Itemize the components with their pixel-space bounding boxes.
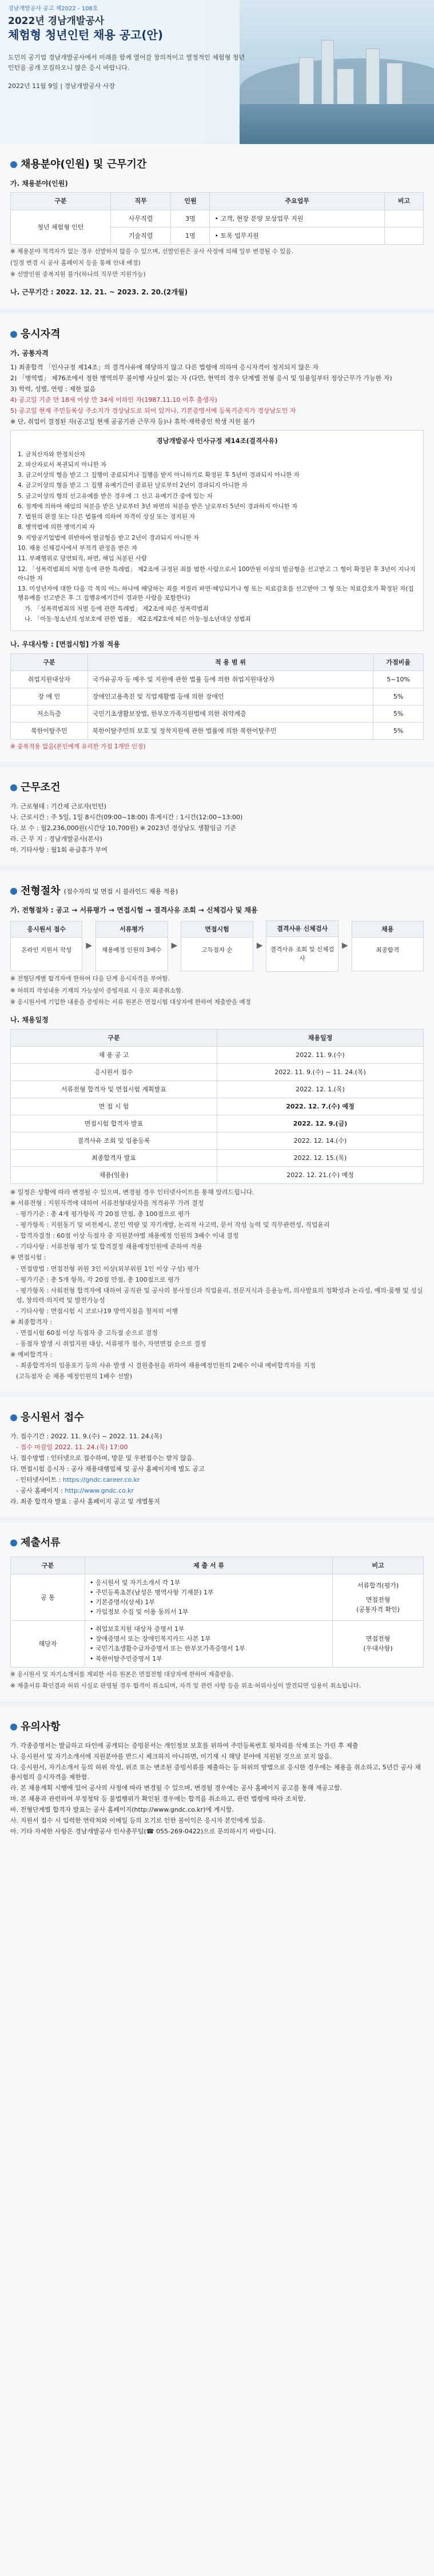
intro-text: 도민의 공기업 경남개발공사에서 미래를 함께 열어갈 창의적이고 열정적인 체험형 청년인턴을 공개 모집하오니 많은 응시 바랍니다. <box>8 54 245 71</box>
recruitment-table: 구분 직무 인원 주요업무 비고 청년 체험형 인턴 사무직렬 3명 • 고객, 현장 분양 보상업무 지원 기술직렬 1명 • 토목 업무지원 <box>10 192 424 244</box>
section-title: 응시자격 <box>10 326 424 342</box>
page-title-line1: 2022년 경남개발공사 <box>8 15 105 27</box>
bullet-icon <box>10 161 17 168</box>
hero-building <box>321 40 334 109</box>
hero-building <box>387 63 403 109</box>
section-process: 전형절차 (접수자의 및 면접 시 블라인드 채용 적용) 가. 전형절차 : 공고 → 서류평가 → 면접시험 → 결격사유 조회 → 신체검사 및 채용 응시원서 접수 온라인 지원서 작성 ▶ 서류평가 채용예정 인원의 3배수 ▶ 면접시험 고득점자 순 ▶ 결격사유 신체검사 결격사유 조회 및 신체검사 ▶ 채용 최종합격 ※ 전형단계별 합격자에 한하여 다음 단계 응시자격을 부여함. ※ 허위의 작성내용 기재의 가능성이 증빙자료 시 응모 최종취소함. ※ 응시원서에 기입한 내용을 증빙하는 서류 원본은 면접시험 대상자에 한하여 제출받을 예정 나. 채용일정 구분 채용일정 채 용 공 고 2022. 11. 9.(수) 응시원서 접수 2022. 11. 9.(수) ~ 11. 24.(목) 서류전형 합격자 및 면접시험 계획발표 2022. 12. 1.(목) 면 접 시 험 2022. 12. 7.(수) 예정 면접시험 합격자 발표 2022. 12. 9.(금) 결격사유 조회 및 임용등록 2022. 12. 14.(수) 최종합격자 발표 2022. 12. 15.(목) 채용(임용) 2022. 12. 21.(수) 예정 ※ 일정은 상황에 따라 변경될 수 있으며, 변경될 경우 인터넷사이트를 통해 알려드립니다. ※ 서류전형 : 지원자격에 대하여 서류전형대상자를 적격유무 가려 결정 - 평가기준 : 총 4개 평가항목 각 20점 만점, 총 100점으로 평가 - 평가항목 : 지원동기 및 비전제시, 본인 역량 및 자기개발, 논리적 사고력, 문서 작성 능력 및 직무관련성, 직업윤리 - 합격자결정 : 60점 이상 득점자 중 지원분야별 채용예정 인원의 3배수 이내 결정 - 기타사항 : 서류전형 평가 및 합격결정 채용예정인원에 준하여 적용 ※ 면접시험 : - 면접방법 : 면접전형 위원 3인 이상(외부위원 1인 이상 구성) 평가 - 평가기준 : 총 5개 항목, 각 20점 만점, 총 100점으로 평가 - 평가항목 : 사회전형 합격자에 대하여 공직관 및 공사의 봉사정신과 직업윤리, 전문지식과 응용능력, 의사발표의 정확성과 논리성, 예의·품행 및 성실성, 창의력·의지력 및 발전가능성 - 기타사항 : 면접시험 시 코로나19 방역지침을 철저히 이행 ※ 최종합격자 : - 면접시험 60점 이상 득점자 중 고득점 순으로 결정 - 동점자 발생 시 취업지원 대상, 서류평가 점수, 자연면접 순으로 결정 ※ 예비합격자 : - 최종합격자의 임용포기 등의 사유 발생 시 결원충원을 위하여 채용예정인원의 2배수 이내 예비합격자를 지정 (고득점자 순 채용 예정인원의 1배수 선발) <box>0 883 434 1381</box>
section-qualification: 응시자격 가. 공통자격 1) 최종합격 「인사규정 제14조」의 결격사유에 해당하지 않고 다른 법령에 의하여 응시자격이 정지되지 않은 자 2) 「병역법」 제76조에서 정한 병역의무 불이행 사실이 없는 자 (다만, 현역의 경우 단계별 전형 응시 및 임용일부터 정상근무가 가능한 자) 3) 학력, 성별, 연령 : 제한 없음 4) 공고일 기준 만 18세 이상 만 34세 이하인 자(1987.11.10 이후 출생자) 5) 공고일 현재 주민등록상 주소지가 경상남도로 되어 있거나, 기본증명서에 등록기준지가 경상남도인 자 ※ 단, 취업이 결정된 자(공고일 현재 공공기관 근무자 등)나 휴학·재학중인 학생 지원 불가 경남개발공사 인사규정 제14조(결격사유) 1. 금치산자와 한정치산자 2. 파산자로서 복권되지 아니한 자 3. 금고이상의 형을 받고 그 집행이 종료되거나 집행을 받지 아니하기로 확정된 후 5년이 경과되지 아니한 자 4. 금고이상의 형을 받고 그 집행 유예기간이 종료된 날로부터 2년이 경과되지 아니한 자 5. 금고이상의 형의 선고유예를 받은 경우에 그 선고 유예기간 중에 있는 자 6. 징계에 의하여 해임의 처분을 받은 날로부터 3년 파면의 처분을 받은 날로부터 5년이 경과하지 아니한 자 7. 법원의 판결 또는 다른 법률에 의하여 자격이 상실 또는 정지된 자 8. 병역법에 의한 병역기피 자 9. 지방공기업법에 위반하여 벌금형을 받고 2년이 경과되지 아니한 자 10. 채용 신체검사에서 부적격 판정을 받은 자 11. 부패행위로 당연퇴직, 파면, 해임 처분된 사람 12. 「성폭력범죄의 처벌 등에 관한 특례법」 제2조에 규정된 죄를 범한 사람으로서 100만원 이상의 벌금형을 선고받고 그 형이 확정된 후 3년이 지나지 아니한 자 13. 미성년자에 대한 다음 각 목의 어느 하나에 해당하는 죄를 저질러 파면·해임되거나 형 또는 치료감호를 선고받아 그 형 또는 치료감호가 확정된 자(집행유예를 선고받은 후 그 집행유예기간이 경과한 사람을 포함한다) 가. 「성폭력범죄의 처벌 등에 관한 특례법」 제2조에 따른 성폭력범죄 나. 「아동·청소년의 성보호에 관한 법률」 제2조제2호에 따른 아동·청소년대상 성범죄 나. 우대사항 : [면접시험] 가점 적용 구분 적 용 범 위 가점비율 취업지원대상자 국가유공자 등 예우 및 지원에 관한 법률 등에 의한 취업지원대상자 5~10% 장 애 인 장애인고용촉진 및 직업재활법 등에 의한 장애인 5% 저소득층 국민기초생활보장법, 한부모가족지원법에 의한 취약계층 5% 북한이탈주민 북한이탈주민의 보호 및 정착지원에 관한 법률에 의한 북한이탈주민 5% ※ 중복적용 없음(본인에게 유리한 가점 1개만 인정) <box>0 326 434 751</box>
divider <box>0 1517 434 1522</box>
arrow-right-icon: ▶ <box>86 941 93 951</box>
section-application: 응시원서 접수 가. 접수기간 : 2022. 11. 9.(수) ~ 2022. 11. 24.(목) - 접수 마감일 2022. 11. 24.(목) 17:00 나. 접수방법 : 인터넷으로 접수하며, 방문 및 우편접수는 받지 않음. 다. 면접시험 응시자 : 공사 채용대행업체 및 공사 홈페이지에 별도 공고 - 인터넷사이트 : https://gndc.career.co.kr - 공사 홈페이지 : http://www.gndc.co.kr 라. 최종 합격자 발표 : 공사 홈페이지 공고 및 개별통지 <box>0 1410 434 1506</box>
section-recruitment: 채용분야(인원) 및 근무기간 가. 채용분야(인원) 구분 직무 인원 주요업무 비고 청년 체험형 인턴 사무직렬 3명 • 고객, 현장 분양 보상업무 지원 기술직렬 1명 • 토목 업무지원 ※ 채용분야 적격자가 없는 경우 선발하지 않을 수 있으며, 선발인원은 공사 사정에 의해 일부 변경될 수 있음. (일정 변경 시 공사 홈페이지 등을 통해 안내 예정) ※ 선발인원 중복지원 불가(하나의 직무만 지원가능) 나. 근무기간 : 2022. 12. 21. ~ 2023. 2. 20.(2개월) <box>0 157 434 298</box>
section-title: 응시원서 접수 <box>10 1410 424 1426</box>
divider <box>0 761 434 767</box>
table-row: 서류전형 합격자 및 면접시험 계획발표 2022. 12. 1.(목) <box>11 1080 424 1098</box>
table-row: 최종합격자 발표 2022. 12. 15.(목) <box>11 1150 424 1167</box>
arrow-right-icon: ▶ <box>341 941 348 951</box>
bullet-icon <box>10 1540 17 1546</box>
section-title: 전형절차 (접수자의 및 면접 시 블라인드 채용 적용) <box>10 883 424 899</box>
arrow-right-icon: ▶ <box>256 941 263 951</box>
divider <box>0 308 434 314</box>
bullet-icon <box>10 1724 17 1730</box>
table-row: 면 접 시 험 2022. 12. 7.(수) 예정 <box>11 1098 424 1115</box>
page-title: 체험형 청년인턴 채용 공고(안) <box>8 28 164 42</box>
notice-number: 경남개발공사 공고 제2022 - 108호 <box>8 6 98 12</box>
hero-banner <box>0 0 434 144</box>
flow-step: 응시원서 접수 온라인 지원서 작성 <box>10 921 82 971</box>
divider <box>0 1391 434 1397</box>
section-documents: 제출서류 구분 제 출 서 류 비고 공 통 • 응시원서 및 자기소개서 각 1부 • 주민등록초본(남성은 병역사항 기재분) 1부 • 기본증명서(상세) 1부 • 가입정보 수집 및 이용 동의서 1부 서류합격(평가) 면접전형 (공통자격 확인) 해당자 • 취업보호지원 대상자 증명서 1부 • 장애증명서 또는 장애인복지카드 사본 1부 • 국민기초생활수급자증명서 또는 한부모가족증명서 1부 • 북한이탈주민증명서 1부 면접전형 (우대사항) ※ 응시원서 및 자기소개서를 제외한 서류 원본은 면접전형 대상자에 한하여 제출받음. ※ 제출서류 확인결과 허위 사실로 판명될 경우 합격이 취소되며, 자격 및 관련 사항 등을 위조·허위사실이 발견되면 임용이 취소됩니다. <box>0 1535 434 1690</box>
hero-building <box>299 57 314 109</box>
section-title: 제출서류 <box>10 1535 424 1551</box>
work-period: 나. 근무기간 : 2022. 12. 21. ~ 2023. 2. 20.(2개월) <box>10 288 188 297</box>
table-row: 취업지원대상자 국가유공자 등 예우 및 지원에 관한 법률 등에 의한 취업지원대상자 5~10% <box>11 671 424 688</box>
hero-water <box>240 104 434 144</box>
section-title: 유의사항 <box>10 1719 424 1735</box>
homepage-link[interactable]: http://www.gndc.co.kr <box>65 1487 134 1495</box>
divider <box>0 865 434 871</box>
table-row: 결격사유 조회 및 임용등록 2022. 12. 14.(수) <box>11 1133 424 1150</box>
table-row: 공 통 • 응시원서 및 자기소개서 각 1부 • 주민등록초본(남성은 병역사항 기재분) 1부 • 기본증명서(상세) 1부 • 가입정보 수집 및 이용 동의서 1부 서류합격(평가) 면접전형 (공통자격 확인) <box>11 1574 424 1621</box>
disqualification-box: 경남개발공사 인사규정 제14조(결격사유) 1. 금치산자와 한정치산자 2. 파산자로서 복권되지 아니한 자 3. 금고이상의 형을 받고 그 집행이 종료되거나 집행을 받지 아니하기로 확정된 후 5년이 경과되지 아니한 자 4. 금고이상의 형을 받고 그 집행 유예기간이 종료된 날로부터 2년이 경과되지 아니한 자 5. 금고이상의 형의 선고유예를 받은 경우에 그 선고 유예기간 중에 있는 자 6. 징계에 의하여 해임의 처분을 받은 날로부터 3년 파면의 처분을 받은 날로부터 5년이 경과하지 아니한 자 7. 법원의 판결 또는 다른 법률에 의하여 자격이 상실 또는 정지된 자 8. 병역법에 의한 병역기피 자 9. 지방공기업법에 위반하여 벌금형을 받고 2년이 경과되지 아니한 자 10. 채용 신체검사에서 부적격 판정을 받은 자 11. 부패행위로 당연퇴직, 파면, 해임 처분된 사람 12. 「성폭력범죄의 처벌 등에 관한 특례법」 제2조에 규정된 죄를 범한 사람으로서 100만원 이상의 벌금형을 선고받고 그 형이 확정된 후 3년이 지나지 아니한 자 13. 미성년자에 대한 다음 각 목의 어느 하나에 해당하는 죄를 저질러 파면·해임되거나 형 또는 치료감호를 선고받아 그 형 또는 치료감호가 확정된 자(집행유예를 선고받은 후 그 집행유예기간이 경과한 사람을 포함한다) 가. 「성폭력범죄의 처벌 등에 관한 특례법」 제2조에 따른 성폭력범죄 나. 「아동·청소년의 성보호에 관한 법률」 제2조제2호에 따른 아동·청소년대상 성범죄 <box>10 430 424 631</box>
documents-table: 구분 제 출 서 류 비고 공 통 • 응시원서 및 자기소개서 각 1부 • 주민등록초본(남성은 병역사항 기재분) 1부 • 기본증명서(상세) 1부 • 가입정보 수집 및 이용 동의서 1부 서류합격(평가) 면접전형 (공통자격 확인) 해당자 • 취업보호지원 대상자 증명서 1부 • 장애증명서 또는 장애인복지카드 사본 1부 • 국민기초생활수급자증명서 또는 한부모가족증명서 1부 • 북한이탈주민증명서 1부 면접전형 (우대사항) <box>10 1557 424 1667</box>
common-qualification-list: 1) 최종합격 「인사규정 제14조」의 결격사유에 해당하지 않고 다른 법령에 의하여 응시자격이 정지되지 않은 자 2) 「병역법」 제76조에서 정한 병역의무 불이행 사실이 없는 자 (다만, 현역의 경우 단계별 전형 응시 및 임용일부터 정상근무가 가능한 자) 3) 학력, 성별, 연령 : 제한 없음 4) 공고일 기준 만 18세 이상 만 34세 이하인 자(1987.11.10 이후 출생자) 5) 공고일 현재 주민등록상 주소지가 경상남도로 되어 있거나, 기본증명서에 등록기준지가 경상남도인 자 ※ 단, 취업이 결정된 자(공고일 현재 공공기관 근무자 등)나 휴학·재학중인 학생 지원 불가 <box>10 363 392 425</box>
divider <box>0 1701 434 1706</box>
arrow-right-icon: ▶ <box>171 941 178 951</box>
bullet-icon <box>10 888 17 895</box>
flow-step: 결격사유 신체검사 결격사유 조회 및 신체검사 <box>266 920 338 972</box>
table-row: 기술직렬 1명 • 토목 업무지원 <box>11 227 424 244</box>
bullet-icon <box>10 1414 17 1421</box>
bullet-icon <box>10 331 17 338</box>
table-row: 면접시험 합격자 발표 2022. 12. 9.(금) <box>11 1115 424 1133</box>
table-row: 해당자 • 취업보호지원 대상자 증명서 1부 • 장애증명서 또는 장애인복지카드 사본 1부 • 국민기초생활수급자증명서 또는 한부모가족증명서 1부 • 북한이탈주민증명서 1부 면접전형 (우대사항) <box>11 1621 424 1667</box>
table-row: 장 애 인 장애인고용촉진 및 직업재활법 등에 의한 장애인 5% <box>11 688 424 705</box>
bullet-icon <box>10 784 17 791</box>
flow-step: 채용 최종합격 <box>352 921 424 971</box>
flow-step: 서류평가 채용예정 인원의 3배수 <box>95 921 168 971</box>
schedule-table: 구분 채용일정 채 용 공 고 2022. 11. 9.(수) 응시원서 접수 2022. 11. 9.(수) ~ 11. 24.(목) 서류전형 합격자 및 면접시험 계획발표 2022. 12. 1.(목) 면 접 시 험 2022. 12. 7.(수) 예정 면접시험 합격자 발표 2022. 12. 9.(금) 결격사유 조회 및 임용등록 2022. 12. 14.(수) 최종합격자 발표 2022. 12. 15.(목) 채용(임용) 2022. 12. 21.(수) 예정 <box>10 1029 424 1184</box>
sub-title: 가. 채용분야(인원) <box>10 179 68 188</box>
preference-table: 구분 적 용 범 위 가점비율 취업지원대상자 국가유공자 등 예우 및 지원에 관한 법률 등에 의한 취업지원대상자 5~10% 장 애 인 장애인고용촉진 및 직업재활법 등에 의한 장애인 5% 저소득층 국민기초생활보장법, 한부모가족지원법에 의한 취약계층 5% 북한이탈주민 북한이탈주민의 보호 및 정착지원에 관한 법률에 의한 북한이탈주민 5% <box>10 653 424 740</box>
hero-building <box>366 49 380 109</box>
section-title: 근무조건 <box>10 780 424 796</box>
table-row: 북한이탈주민 북한이탈주민의 보호 및 정착지원에 관한 법률에 의한 북한이탈주민 5% <box>11 722 424 739</box>
table-row: 응시원서 접수 2022. 11. 9.(수) ~ 11. 24.(목) <box>11 1063 424 1080</box>
table-row: 청년 체험형 인턴 사무직렬 3명 • 고객, 현장 분양 보상업무 지원 <box>11 210 424 227</box>
table-row: 채 용 공 고 2022. 11. 9.(수) <box>11 1046 424 1063</box>
table-row: 저소득층 국민기초생활보장법, 한부모가족지원법에 의한 취약계층 5% <box>11 705 424 722</box>
section-conditions: 근무조건 가. 근로형태 : 기간제 근로자(인턴) 나. 근로시간 : 주 5일, 1일 8시간(09:00~18:00) 휴게시간 : 1시간(12:00~13:00) 다. 보 수 : 월2,236,000원(시간당 10,700원) ※ 2023년 경상남도 생활임금 기준 라. 근 무 지 : 경남개발공사(본사) 마. 기타사항 : 월1회 유급휴가 부여 <box>0 780 434 855</box>
table-row: 채용(임용) 2022. 12. 21.(수) 예정 <box>11 1167 424 1184</box>
notice-date: 2022년 11월 9일 | 경남개발공사 사장 <box>8 82 116 90</box>
hero-building <box>337 69 354 109</box>
process-flow <box>10 920 424 972</box>
section-title: 채용분야(인원) 및 근무기간 <box>10 157 424 173</box>
section-notes: 유의사항 가. 각종증명서는 발급하고 타인에 공개되는 증빙문서는 개인정보 보호를 위하여 주민등록번호 뒷자리를 삭제 또는 가린 후 제출 나. 응시원서 및 자기소개서에 지원분야를 반드시 체크하지 아니하면, 미기재 시 해당 분야에 지원된 것으로 보지 않음. 다. 응시원서, 자기소개서 등의 허위 작성, 위조 또는 변조된 증빙서류를 제출하는 등 허위의 방법으로 응시한 경우에는 채용을 취소하고, 5년간 공사 채용시험의 응시자격을 제한함. 라. 본 채용계획 시행에 있어 공사의 사정에 따라 변경될 수 있으며, 변경될 경우에는 공사 홈페이지 공고를 통해 재공고함. 마. 본 채용과 관련하여 부정청탁 등 불법행위가 확인된 경우에는 합격을 취소하고, 관련 법령에 따라 조치함. 바. 전형단계별 합격자 발표는 공사 홈페이지(http://www.gndc.co.kr)에 게시함. 사. 지원서 접수 시 입력한 연락처와 이메일 등의 오기로 인한 불이익은 응시자 본인에게 있음. 아. 기타 자세한 사항은 경남개발공사 인사총무팀(☎ 055-269-0422)으로 문의하시기 바랍니다. <box>0 1719 434 1836</box>
flow-step: 면접시험 고득점자 순 <box>181 921 253 971</box>
career-site-link[interactable]: https://gndc.career.co.kr <box>62 1476 140 1484</box>
